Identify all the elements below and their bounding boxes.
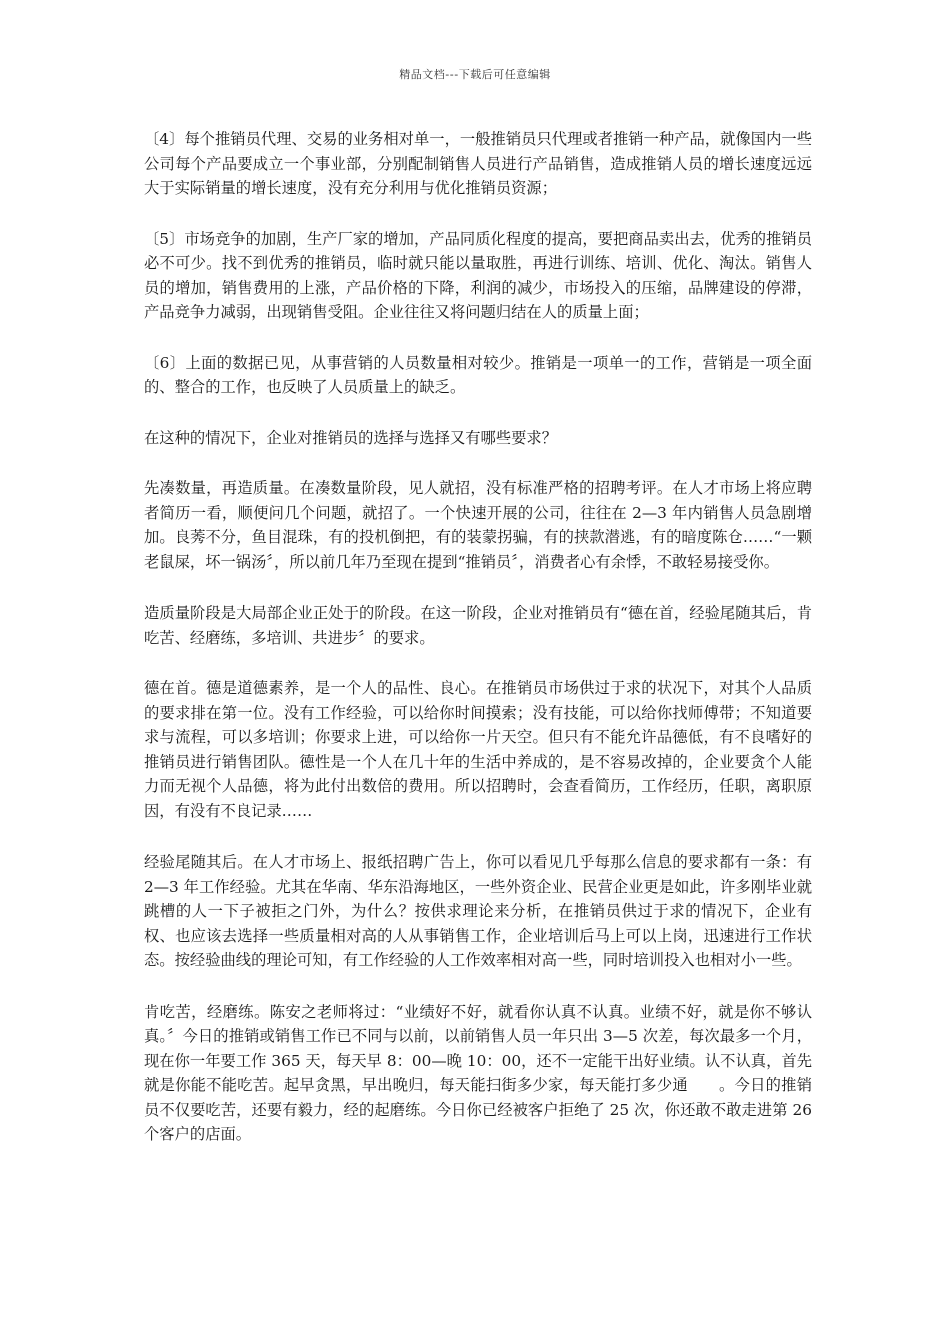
- paragraph-item-5: 〔5〕市场竞争的加剧，生产厂家的增加，产品同质化程度的提高，要把商品卖出去，优秀的推销员必不可少。找不到优秀的推销员，临时就只能以量取胜，再进行训练、培训、优化、淘汰。销售人员的增加，销售费用的上涨，产品价格的下降，利润的减少，市场投入的压缩，品牌建设的停滞，产品竞争力减弱，出现销售受阻。企业往往又将问题归结在人的质量上面；: [144, 229, 812, 321]
- paragraph-experience: 经验尾随其后。在人才市场上、报纸招聘广告上，你可以看见几乎每那么信息的要求都有一条：有 2—3 年工作经验。尤其在华南、华东沿海地区，一些外资企业、民营企业更是如此，许多刚毕业就跳槽的人一下子被拒之门外，为什么？按供求理论来分析，在推销员供过于求的情况下，企业有权、也应该去选择一些质量相对高的人从事销售工作，企业培训后马上可以上岗，迅速进行工作状态。按经验曲线的理论可知，有工作经验的人工作效率相对高一些，同时培训投入也相对小一些。: [144, 853, 812, 969]
- document-body: [144, 127, 812, 1173]
- paragraph-item-4: 〔4〕每个推销员代理、交易的业务相对单一，一般推销员只代理或者推销一种产品，就像国内一些公司每个产品要成立一个事业部，分别配制销售人员进行产品销售，造成推销人员的增长速度远远大于实际销量的增长速度，没有充分利用与优化推销员资源；: [144, 130, 812, 197]
- paragraph-quantity-first: 先凑数量，再造质量。在凑数量阶段，见人就招，没有标准严格的招聘考评。在人才市场上将应聘者简历一看，顺便问几个问题，就招了。一个快速开展的公司，往往在 2—3 年内销售人员急剧增加。良莠不分，鱼目混珠，有的投机倒把，有的装蒙拐骗，有的挟款潜逃，有的暗度陈仓……“一颗老鼠屎，坏一锅汤〞，所以前几年乃至现在提到“推销员〞，消费者心有余悸，不敢轻易接受你。: [144, 479, 812, 571]
- page-header: 精品文档---下载后可任意编辑: [399, 68, 551, 81]
- paragraph-quality-stage: 造质量阶段是大局部企业正处于的阶段。在这一阶段，企业对推销员有“德在首，经验尾随其后，肯吃苦、经磨练，多培训、共进步〞的要求。: [144, 604, 812, 647]
- paragraph-item-6: 〔6〕上面的数据已见，从事营销的人员数量相对较少。推销是一项单一的工作，营销是一项全面的、整合的工作，也反映了人员质量上的缺乏。: [144, 353, 812, 396]
- paragraph-hardship: 肯吃苦，经磨练。陈安之老师将过：“业绩好不好，就看你认真不认真。业绩不好，就是你不够认真。〞今日的推销或销售工作已不同与以前，以前销售人员一年只出 3—5 次差，每次最多一个月，现在你一年要工作 365 天，每天早 8：00—晚 10：00，还不一定能干出好业绩。认不认真，首先就是你能不能吃苦。起早贪黑，早出晚归，每天能扫街多少家，每天能打多少通 。今日的推销员不仅要吃苦，还要有毅力，经的起磨练。今日你已经被客户拒绝了 25 次，你还敢不敢走进第 26 个客户的店面。: [144, 1002, 812, 1143]
- paragraph-virtue-first: 德在首。德是道德素养，是一个人的品性、良心。在推销员市场供过于求的状况下，对其个人品质的要求排在第一位。没有工作经验，可以给你时间摸索；没有技能，可以给你找师傅带；不知道要求与流程，可以多培训；你要求上进，可以给你一片天空。但只有不能允许品德低，有不良嗜好的推销员进行销售团队。德性是一个人在几十年的生活中养成的，是不容易改掉的，企业要贪个人能力而无视个人品德，将为此付出数倍的费用。所以招聘时，会查看简历，工作经历，任职，离职原因，有没有不良记录……: [144, 679, 812, 820]
- paragraph-question: 在这种的情况下，企业对推销员的选择与选择又有哪些要求？: [144, 428, 558, 447]
